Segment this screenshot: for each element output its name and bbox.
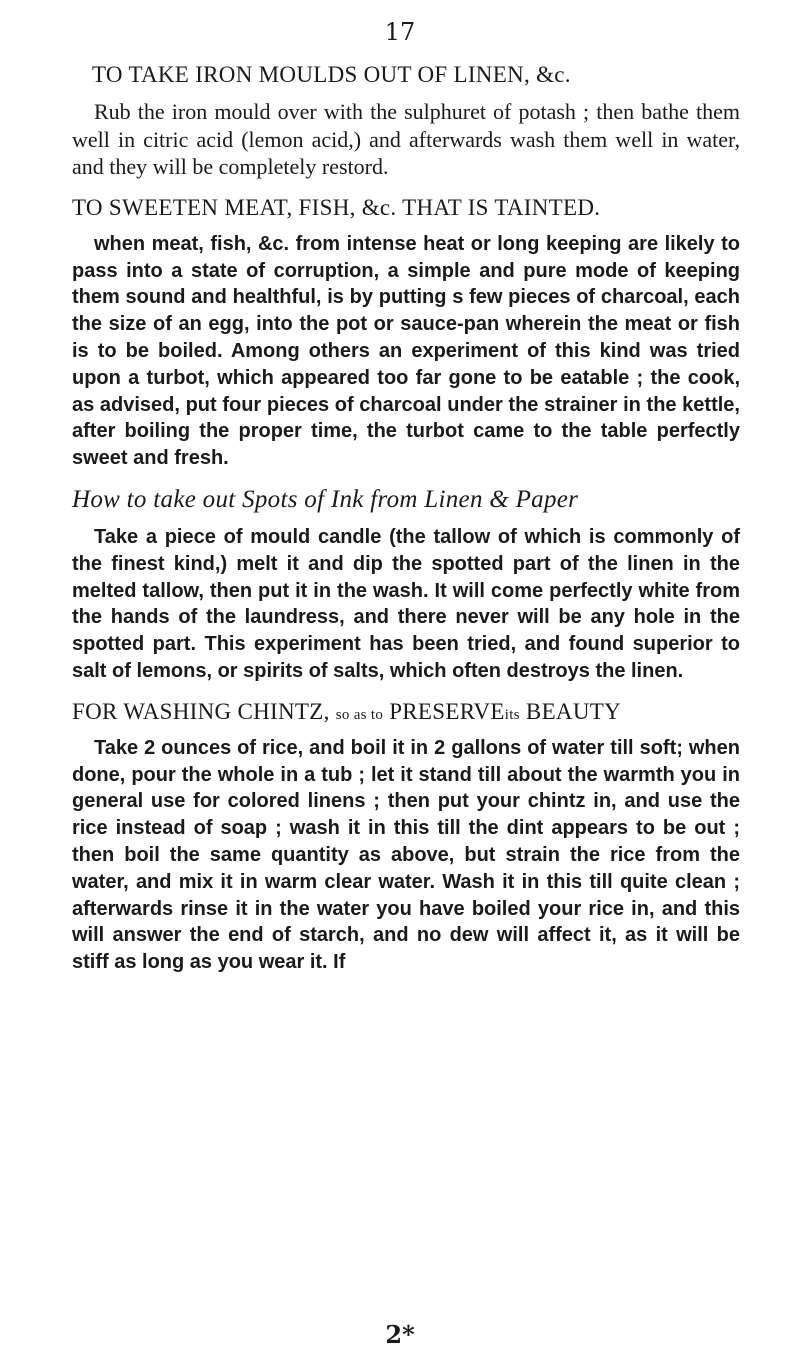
section-heading-washing-chintz xyxy=(72,699,740,725)
section-body-sweeten-meat: when meat, fish, &c. from intense heat or long keeping are likely to pass into a state of corruption, a simple and pure mode of keeping them sound and healthful, is by putting s few pieces of charcoal, each the size of an egg, into the pot or sauce-pan wherein the meat or fish is to be boiled. Among others an experiment of this kind was tried upon a turbot, which appeared too far gone to be eatable ; the cook, as advised, put four pieces of charcoal under the strainer in the kettle, after boiling the proper time, the turbot came to the table perfectly sweet and fresh. xyxy=(72,232,740,470)
heading-part: FOR WASHING CHINTZ, xyxy=(72,698,330,724)
section-heading-sweeten-meat: TO SWEETEN MEAT, FISH, &c. THAT IS TAINTED. xyxy=(72,194,601,220)
section-body-iron-moulds: Rub the iron mould over with the sulphuret of potash ; then bathe them well in citric acid (lemon acid,) and afterwards wash them well in water, and they will be completely restord. xyxy=(72,99,740,180)
section-body-washing-chintz: Take 2 ounces of rice, and boil it in 2 gallons of water till soft; when done, pour the whole in a tub ; let it stand till about the warmth you in general use for colored linens ; then put your chintz in, and use the rice instead of soap ; wash it in this till the dint appears to be out ; then boil the same quantity as above, but strain the rice from the water, and mix it in warm clear water. Wash it in this till quite clean ; afterwards rinse it in the water you have boiled your rice in, and this will answer the end of starch, and no dew will affect it, as it will be stiff as long as you wear it. If xyxy=(72,736,740,974)
page-number: 17 xyxy=(384,18,416,46)
section-heading-iron-moulds: TO TAKE IRON MOULDS OUT OF LINEN, &c. xyxy=(92,62,571,87)
page-content xyxy=(72,62,740,990)
section-heading-ink-spots: How to take out Spots of Ink from Linen & Paper xyxy=(72,485,579,513)
heading-part: PRESERVE xyxy=(389,698,505,724)
heading-part: its xyxy=(504,706,520,723)
heading-part: BEAUTY xyxy=(525,698,621,724)
heading-part: so as to xyxy=(335,706,384,723)
section-body-ink-spots: Take a piece of mould candle (the tallow of which is commonly of the finest kind,) melt it and dip the spotted part of the linen in the melted tallow, then put it in the wash. It will come perfectly white from the hands of the laundress, and there never will be any hole in the spotted part. This experiment has been tried, and found superior to salt of lemons, or spirits of salts, which often destroys the linen. xyxy=(72,525,740,682)
signature-mark: 2* xyxy=(385,1320,415,1349)
